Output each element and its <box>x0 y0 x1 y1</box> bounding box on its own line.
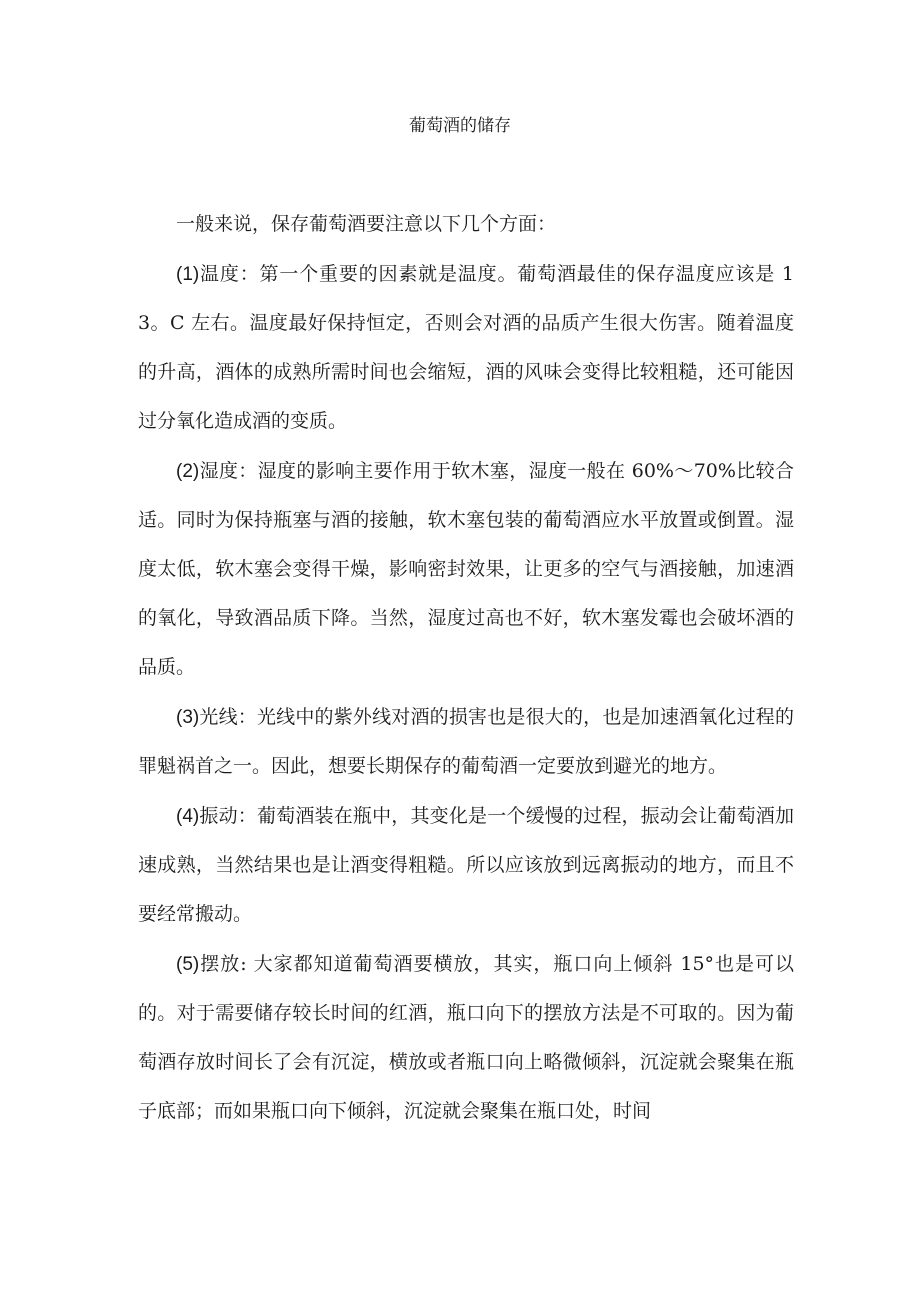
section-label: (3) <box>176 707 200 728</box>
section-text: 光线：光线中的紫外线对酒的损害也是很大的，也是加速酒氧化过程的罪魁祸首之一。因此，想要长期保存的葡萄酒一定要放到避光的地方。 <box>138 706 794 777</box>
section-text: 振动：葡萄酒装在瓶中，其变化是一个缓慢的过程，振动会让葡萄酒加速成熟，当然结果也是让酒变得粗糙。所以应该放到远离振动的地方，而且不要经常搬动。 <box>138 805 794 925</box>
section-text: 摆放: 大家都知道葡萄酒要横放，其实，瓶口向上倾斜 15°也是可以的。对于需要储存较长时间的红酒，瓶口向下的摆放方法是不可取的。因为葡萄酒存放时间长了会有沉淀，横放或者瓶口向上略微倾斜，沉淀就会聚集在瓶子底部；而如果瓶口向下倾斜，沉淀就会聚集在瓶口处，时间 <box>138 953 794 1122</box>
document-body <box>138 200 794 1136</box>
section-vibration <box>138 792 794 939</box>
section-label: (2) <box>176 461 200 482</box>
section-label: (4) <box>176 806 200 827</box>
section-humidity <box>138 447 794 692</box>
section-text: 湿度：湿度的影响主要作用于软木塞，湿度一般在 60%～70%比较合适。同时为保持瓶塞与酒的接触，软木塞包装的葡萄酒应水平放置或倒置。湿度太低，软木塞会变得干燥，影响密封效果，让更多的空气与酒接触，加速酒的氧化，导致酒品质下降。当然，湿度过高也不好，软木塞发霉也会破坏酒的品质。 <box>138 460 794 678</box>
section-label: (5) <box>176 954 200 975</box>
section-placement <box>138 940 794 1136</box>
section-temperature <box>138 250 794 446</box>
document-title: 葡萄酒的储存 <box>409 116 511 136</box>
section-text: 温度：第一个重要的因素就是温度。葡萄酒最佳的保存温度应该是 13。C 左右。温度最好保持恒定，否则会对酒的品质产生很大伤害。随着温度的升高，酒体的成熟所需时间也会缩短，酒的风味会变得比较粗糙，还可能因过分氧化造成酒的变质。 <box>138 263 794 432</box>
section-light <box>138 693 794 791</box>
intro-paragraph: 一般来说，保存葡萄酒要注意以下几个方面： <box>176 213 557 235</box>
section-label: (1) <box>176 264 200 285</box>
